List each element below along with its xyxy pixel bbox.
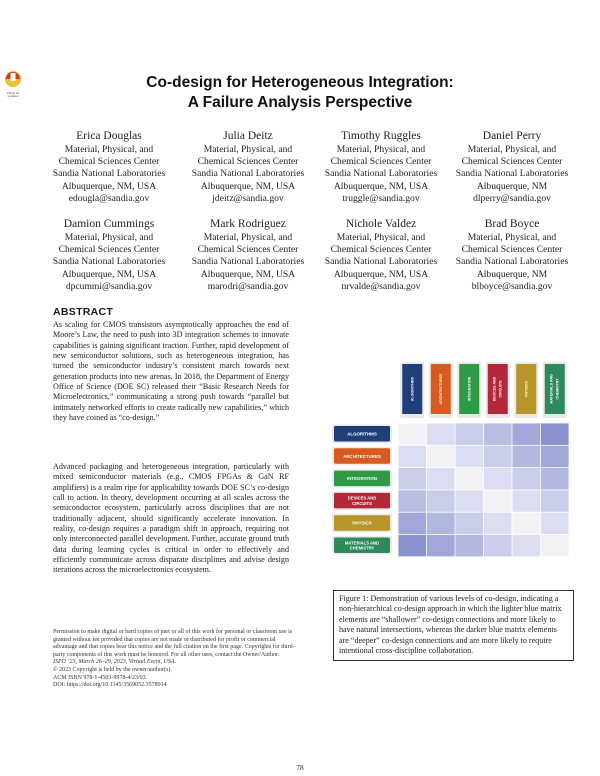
row-label-text: DEVICES AND	[347, 495, 377, 501]
title-line-2: A Failure Analysis Perspective	[187, 94, 413, 111]
author-block	[40, 217, 178, 293]
matrix-cell	[512, 490, 540, 512]
author-city: Albuquerque, NM, USA	[61, 268, 157, 280]
author-email[interactable]: dpcummi@sandia.gov	[65, 280, 153, 292]
author-org: Sandia National Laboratories	[324, 256, 438, 268]
column-header	[429, 362, 453, 418]
author-dept: Material, Physical, and	[336, 144, 426, 155]
author-city: Albuquerque, NM, USA	[333, 268, 429, 280]
figure-caption: Figure 1: Demonstration of various levels of co-design, indicating a non-hierarchical co-design approach in which the lighter blue matrix elements are “shallower” co-design connections and more likely to have natural intersections, whereas the darker blue matrix elements are “deeper” co-design connections and are more likely to require intentional cross-discipline collaboration.	[333, 590, 574, 661]
author-name: Julia Deitz	[223, 130, 273, 142]
column-header	[486, 362, 510, 418]
author-name: Mark Rodriguez	[210, 218, 286, 230]
author-name: Daniel Perry	[482, 130, 542, 142]
author-org: Sandia National Laboratories	[52, 256, 166, 268]
matrix-cell	[427, 490, 455, 512]
author-city: Albuquerque, NM	[476, 180, 548, 192]
author-block	[443, 217, 581, 293]
matrix-cell	[398, 513, 426, 535]
author-city: Albuquerque, NM	[476, 268, 548, 280]
column-header-label: ALGORITHMS	[410, 376, 415, 402]
author-dept: Chemical Sciences Center	[461, 156, 563, 168]
doi-text[interactable]: DOI: https://doi.org/10.1145/3569052.3578914	[53, 682, 167, 689]
author-dept: Chemical Sciences Center	[58, 156, 160, 168]
check-for-updates-icon	[2, 70, 24, 98]
author-email[interactable]: marodri@sandia.gov	[207, 280, 289, 292]
author-block	[312, 129, 450, 205]
check-for-updates-logo[interactable]	[2, 70, 24, 98]
column-header	[457, 362, 481, 418]
author-email[interactable]: nrvalde@sandia.gov	[341, 280, 421, 292]
author-org: Sandia National Laboratories	[455, 256, 569, 268]
author-dept: Chemical Sciences Center	[330, 156, 432, 168]
matrix-cell	[427, 513, 455, 535]
codesign-figure	[330, 360, 572, 586]
matrix-cell	[484, 423, 512, 445]
column-header	[514, 362, 538, 418]
column-header-label: INTEGRATION	[467, 376, 472, 402]
matrix-cell	[455, 490, 483, 512]
matrix-cell	[427, 468, 455, 490]
row-label-text: PHYSICS	[352, 520, 372, 526]
author-city: Albuquerque, NM, USA	[200, 180, 296, 192]
author-org: Sandia National Laboratories	[191, 168, 305, 180]
page-number: 78	[296, 763, 304, 772]
author-dept: Chemical Sciences Center	[197, 156, 299, 168]
matrix-cell	[484, 535, 512, 557]
row-label	[332, 425, 392, 444]
author-org: Sandia National Laboratories	[324, 168, 438, 180]
matrix-cell	[398, 535, 426, 557]
author-dept: Material, Physical, and	[64, 144, 154, 155]
author-dept: Material, Physical, and	[336, 232, 426, 243]
matrix-cell	[484, 490, 512, 512]
matrix-cell	[455, 423, 483, 445]
author-name: Timothy Ruggles	[341, 130, 421, 142]
author-org: Sandia National Laboratories	[455, 168, 569, 180]
author-dept: Chemical Sciences Center	[197, 244, 299, 256]
author-org: Sandia National Laboratories	[52, 168, 166, 180]
matrix-cell	[512, 446, 540, 468]
matrix-cell	[427, 446, 455, 468]
column-header	[543, 362, 567, 418]
column-header-label: ARCHITECTURES	[438, 373, 443, 405]
abstract-paragraph: Advanced packaging and heterogeneous integration, particularly with mixed semiconductor materials (e.g., CMOS FPGAs & GaN RF amplifiers) is a realm ripe for applicability towards DOE SC’s co-design call to action. In theory, development occurring at all scales across the semiconductor ecosystem, particularly across disciplines that are not traditionally adjacent, should significantly accelerate innovation. In reality, co-design requires a paradigm shift in approach, requiring not only interconnected parallel development. Further, accurate ground truth data during learning cycles is critical in order to effectively and efficiently communicate across disparate disciplines and advise design iterations across the microelectronics ecosystem.	[53, 462, 289, 575]
matrix-cell	[484, 446, 512, 468]
column-header-label: MATERIALS AND	[549, 374, 554, 404]
matrix-cell	[398, 423, 426, 445]
matrix-cell	[541, 490, 569, 512]
author-city: Albuquerque, NM, USA	[61, 180, 157, 192]
author-name: Damion Cummings	[63, 218, 155, 230]
matrix-cell	[541, 468, 569, 490]
author-dept: Chemical Sciences Center	[58, 244, 160, 256]
author-dept: Material, Physical, and	[203, 232, 293, 243]
matrix-cell	[427, 535, 455, 557]
author-block	[179, 129, 317, 205]
matrix-cell	[512, 423, 540, 445]
author-name: Brad Boyce	[484, 218, 540, 230]
permission-footnote	[53, 629, 301, 690]
matrix-cell	[427, 423, 455, 445]
permission-text: Permission to make digital or hard copies of part or all of this work for personal or classroom use is granted without fee provided that copies are not made or distributed for profit or commercial advantage and that copies bear this notice and the full citation on the first page. Copyrights for third-party components of this work must be honored. For all other uses, contact the Owner/Author.	[53, 629, 295, 658]
matrix-cell	[512, 535, 540, 557]
venue-text: ISPD ’23, March 26–29, 2023, Virtual Event, USA.	[53, 659, 176, 666]
matrix-cell	[484, 513, 512, 535]
author-org: Sandia National Laboratories	[191, 256, 305, 268]
matrix-cell	[398, 468, 426, 490]
author-name: Erica Douglas	[76, 130, 142, 142]
matrix-cell	[455, 513, 483, 535]
author-dept: Material, Physical, and	[64, 232, 154, 243]
matrix-cell	[484, 468, 512, 490]
row-label	[332, 469, 392, 488]
matrix-cell	[541, 535, 569, 557]
row-label-text: CHEMISTRY	[349, 545, 375, 551]
row-label	[332, 536, 392, 555]
author-email[interactable]: dlperry@sandia.gov	[473, 192, 551, 204]
matrix-cell	[398, 490, 426, 512]
column-header-label: CIRCUITS	[498, 380, 503, 398]
matrix-cell	[541, 423, 569, 445]
author-dept: Chemical Sciences Center	[461, 244, 563, 256]
author-block	[40, 129, 178, 205]
matrix-cell	[512, 468, 540, 490]
matrix-cell	[455, 446, 483, 468]
row-label-text: ALGORITHMS	[347, 431, 377, 437]
author-block	[179, 217, 317, 293]
author-dept: Chemical Sciences Center	[330, 244, 432, 256]
matrix-cell	[455, 468, 483, 490]
title-line-1: Co-design for Heterogeneous Integration:	[146, 74, 454, 91]
row-label-text: CIRCUITS	[352, 500, 372, 506]
author-city: Albuquerque, NM, USA	[333, 180, 429, 192]
column-header	[400, 362, 424, 418]
column-header-label: CHEMISTRY	[555, 378, 560, 400]
row-label	[332, 491, 392, 510]
svg-text:updates: updates	[7, 94, 19, 98]
row-label-text: INTEGRATION	[347, 476, 377, 482]
abstract-heading: ABSTRACT	[53, 306, 114, 318]
paper-title	[60, 73, 540, 113]
matrix-cell	[541, 513, 569, 535]
isbn-text: ACM ISBN 978-1-4503-9978-4/23/03.	[53, 674, 148, 681]
author-block	[312, 217, 450, 293]
author-dept: Material, Physical, and	[203, 144, 293, 155]
author-email[interactable]: truggle@sandia.gov	[342, 192, 420, 204]
row-label	[332, 447, 392, 466]
matrix-cell	[455, 535, 483, 557]
row-label	[332, 514, 392, 533]
author-email[interactable]: edougla@sandia.gov	[68, 192, 150, 204]
svg-text:Check for: Check for	[6, 91, 20, 95]
author-email[interactable]: jdeitz@sandia.gov	[212, 192, 284, 204]
row-label-text: MATERIALS AND	[344, 540, 380, 546]
matrix-cell	[512, 513, 540, 535]
row-label-text: ARCHITECTURES	[343, 453, 381, 459]
author-dept: Material, Physical, and	[467, 232, 557, 243]
author-block	[443, 129, 581, 205]
column-header-label: PHYSICS	[524, 381, 529, 397]
author-city: Albuquerque, NM, USA	[200, 268, 296, 280]
author-email[interactable]: blboyce@sandia.gov	[471, 280, 553, 292]
column-header-label: DEVICES AND	[492, 376, 497, 402]
matrix-cell	[541, 446, 569, 468]
copyright-text: © 2023 Copyright is held by the owner/author(s).	[53, 666, 172, 673]
matrix-cell	[398, 446, 426, 468]
abstract-paragraph: As scaling for CMOS transistors asymptotically approaches the end of Moore’s Law, the need to push into 3D integration schemes to innovate capabilities is gaining significant traction. Further, rapid development of new semiconductor solutions, such as heterogeneous integration, has turned the semiconductor industry’s consistent march towards next generation products into new arenas. In 2018, the Department of Energy Office of Science (DOE SC) released their “Basic Research Needs for Microelectronics,” communicating a strong push towards “parallel but intimately networked efforts to create radically new capabilities,” which they have coined as “co-design.”	[53, 320, 289, 423]
author-name: Nichole Valdez	[345, 218, 417, 230]
author-dept: Material, Physical, and	[467, 144, 557, 155]
